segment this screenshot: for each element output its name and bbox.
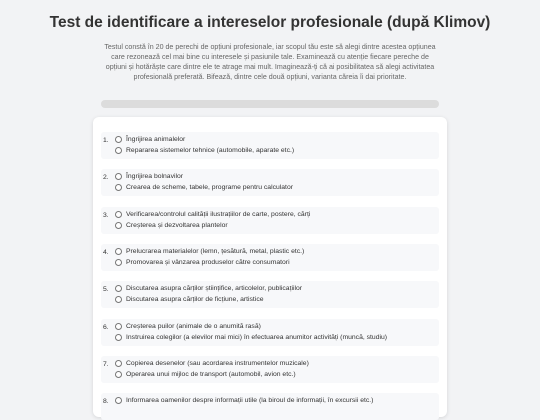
option-b[interactable] <box>115 147 294 154</box>
radio-button[interactable] <box>115 334 122 341</box>
option-b[interactable] <box>115 296 264 303</box>
option-a[interactable] <box>115 136 185 143</box>
option-a[interactable] <box>115 323 261 330</box>
progress-bar <box>101 100 439 108</box>
option-label: Îngrijirea bolnavilor <box>126 173 184 181</box>
question-number: 1. <box>103 137 109 144</box>
option-label: Instruirea colegilor (a elevilor mai mici) în efectuarea anumitor activități (muncă, studiu) <box>126 333 388 341</box>
question-number: 4. <box>103 248 109 256</box>
option-label: Crearea de scheme, tabele, programe pentru calculator <box>126 184 293 192</box>
question-item <box>101 169 439 196</box>
question-number: 6. <box>103 323 109 331</box>
radio-button[interactable] <box>115 211 122 218</box>
intro-text: Testul constă în 20 de perechi de opțiuni profesionale, iar scopul tău este să alegi dintre acestea opțiunea care rezonează cel mai bine cu interesele și pasiunile tale. Examinează cu atenție fiecare pereche de opțiuni și hotărăște care dintre ele te atrage mai mult. Imaginează-ți că ai posibilitatea să alegi activitatea profesională preferată. Bifează, dintre cele două opțiuni, varianta căreia îi dai prioritate. <box>104 43 436 81</box>
option-label: Copierea desenelor (sau acordarea instrumentelor muzicale) <box>126 359 309 367</box>
radio-button[interactable] <box>115 147 122 154</box>
option-b[interactable] <box>115 371 296 378</box>
option-label: Discutarea asupra cărților științifice, articolelor, publicațiilor <box>126 285 303 293</box>
radio-button[interactable] <box>115 136 122 143</box>
question-item <box>101 132 439 159</box>
option-b[interactable] <box>115 222 228 229</box>
radio-button[interactable] <box>115 360 122 367</box>
radio-button[interactable] <box>115 323 122 330</box>
option-a[interactable] <box>115 285 302 292</box>
question-number: 3. <box>103 211 109 219</box>
option-b[interactable] <box>115 259 290 266</box>
radio-button[interactable] <box>115 285 122 292</box>
option-label: Informarea oamenilor despre informații utile (la biroul de informații, în excursii etc.) <box>126 397 374 405</box>
question-number: 7. <box>103 360 109 368</box>
option-a[interactable] <box>115 397 373 404</box>
radio-button[interactable] <box>115 222 122 229</box>
question-item <box>101 356 439 383</box>
question-item <box>101 281 439 308</box>
questions-card <box>93 117 447 417</box>
page-title: Test de identificare a intereselor profesionale (după Klimov) <box>49 14 491 31</box>
radio-button[interactable] <box>115 248 122 255</box>
question-item <box>101 207 439 234</box>
option-b[interactable] <box>115 334 387 341</box>
option-a[interactable] <box>115 211 310 218</box>
option-a[interactable] <box>115 360 309 367</box>
radio-button[interactable] <box>115 259 122 266</box>
radio-button[interactable] <box>115 371 122 378</box>
option-label: Operarea unui mijloc de transport (automobil, avion etc.) <box>126 370 296 378</box>
option-label: Îngrijirea animalelor <box>126 136 186 143</box>
question-number: 2. <box>103 174 109 182</box>
option-label: Repararea sistemelor tehnice (automobile, aparate etc.) <box>126 147 295 154</box>
radio-button[interactable] <box>115 397 122 404</box>
question-item <box>101 244 439 271</box>
question-number: 5. <box>103 286 109 294</box>
option-label: Creșterea și dezvoltarea plantelor <box>126 221 228 229</box>
question-item <box>101 319 439 346</box>
option-a[interactable] <box>115 173 183 180</box>
option-label: Creșterea puilor (animale de o anumită rasă) <box>126 322 261 330</box>
option-label: Discutarea asupra cărților de ficțiune, artistice <box>126 296 264 304</box>
option-a[interactable] <box>115 248 304 255</box>
radio-button[interactable] <box>115 173 122 180</box>
option-label: Promovarea și vânzarea produselor către consumatori <box>126 258 290 266</box>
option-label: Prelucrarea materialelor (lemn, țesătură, metal, plastic etc.) <box>126 247 305 255</box>
question-number: 8. <box>103 398 109 406</box>
option-b[interactable] <box>115 184 293 191</box>
question-item <box>101 393 439 420</box>
option-label: Verificarea/controlul calității ilustrațiilor de carte, postere, cărți <box>126 210 311 218</box>
radio-button[interactable] <box>115 296 122 303</box>
radio-button[interactable] <box>115 184 122 191</box>
